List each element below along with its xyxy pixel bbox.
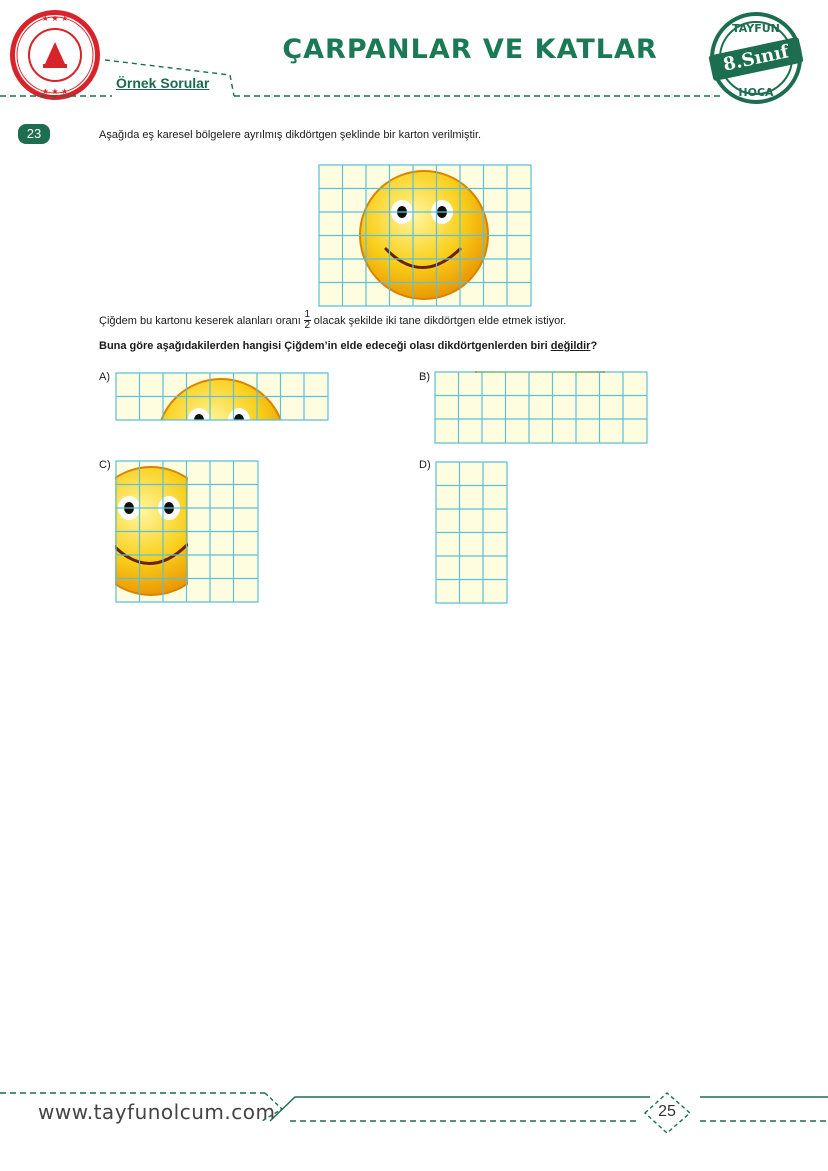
svg-text:HOCA: HOCA [738,86,774,99]
question-line-2-before: Çiğdem bu kartonu keserek alanları oranı [99,314,301,327]
svg-text:TAYFUN: TAYFUN [732,22,780,35]
svg-text:★ ★ ★: ★ ★ ★ [41,14,69,23]
main-grid-card [318,164,533,308]
prompt-text: Buna göre aşağıdakilerden hangisi Çiğdem’in elde edeceği olası dikdörtgenlerden biri [99,340,548,352]
prompt-end: ? [590,340,598,352]
question-line-2 [99,310,566,331]
tayfun-hoca-badge-icon [704,6,808,106]
option-b-label[interactable]: B) [419,371,430,383]
option-b-grid[interactable] [434,371,649,444]
option-d-label[interactable]: D) [419,459,431,471]
option-a-label[interactable]: A) [99,371,110,383]
question-intro: Aşağıda eş karesel bölgelere ayrılmış dikdörtgen şeklinde bir karton verilmiştir. [99,129,482,141]
footer-url[interactable]: www.tayfunolcum.com [38,1100,276,1124]
fraction-numerator: 1 [304,309,311,320]
question-prompt [99,340,597,352]
svg-text:★ ★ ★: ★ ★ ★ [41,87,69,96]
prompt-underlined-word: değildir [550,340,591,352]
fraction-denominator: 2 [304,320,311,331]
section-subtitle: Örnek Sorular [116,75,210,91]
svg-text:8.Sınıf: 8.Sınıf [721,41,791,76]
question-line-2-after: olacak şekilde iki tane dikdörtgen elde etmek istiyor. [313,314,567,327]
question-number: 23 [18,124,50,144]
option-c-grid[interactable] [115,460,260,603]
option-a-grid[interactable] [115,372,329,422]
page-number: 25 [658,1103,676,1120]
ratio-fraction [304,310,311,331]
page-title: ÇARPANLAR VE KATLAR [282,34,658,65]
option-d-grid[interactable] [435,461,509,605]
option-c-label[interactable]: C) [99,459,111,471]
